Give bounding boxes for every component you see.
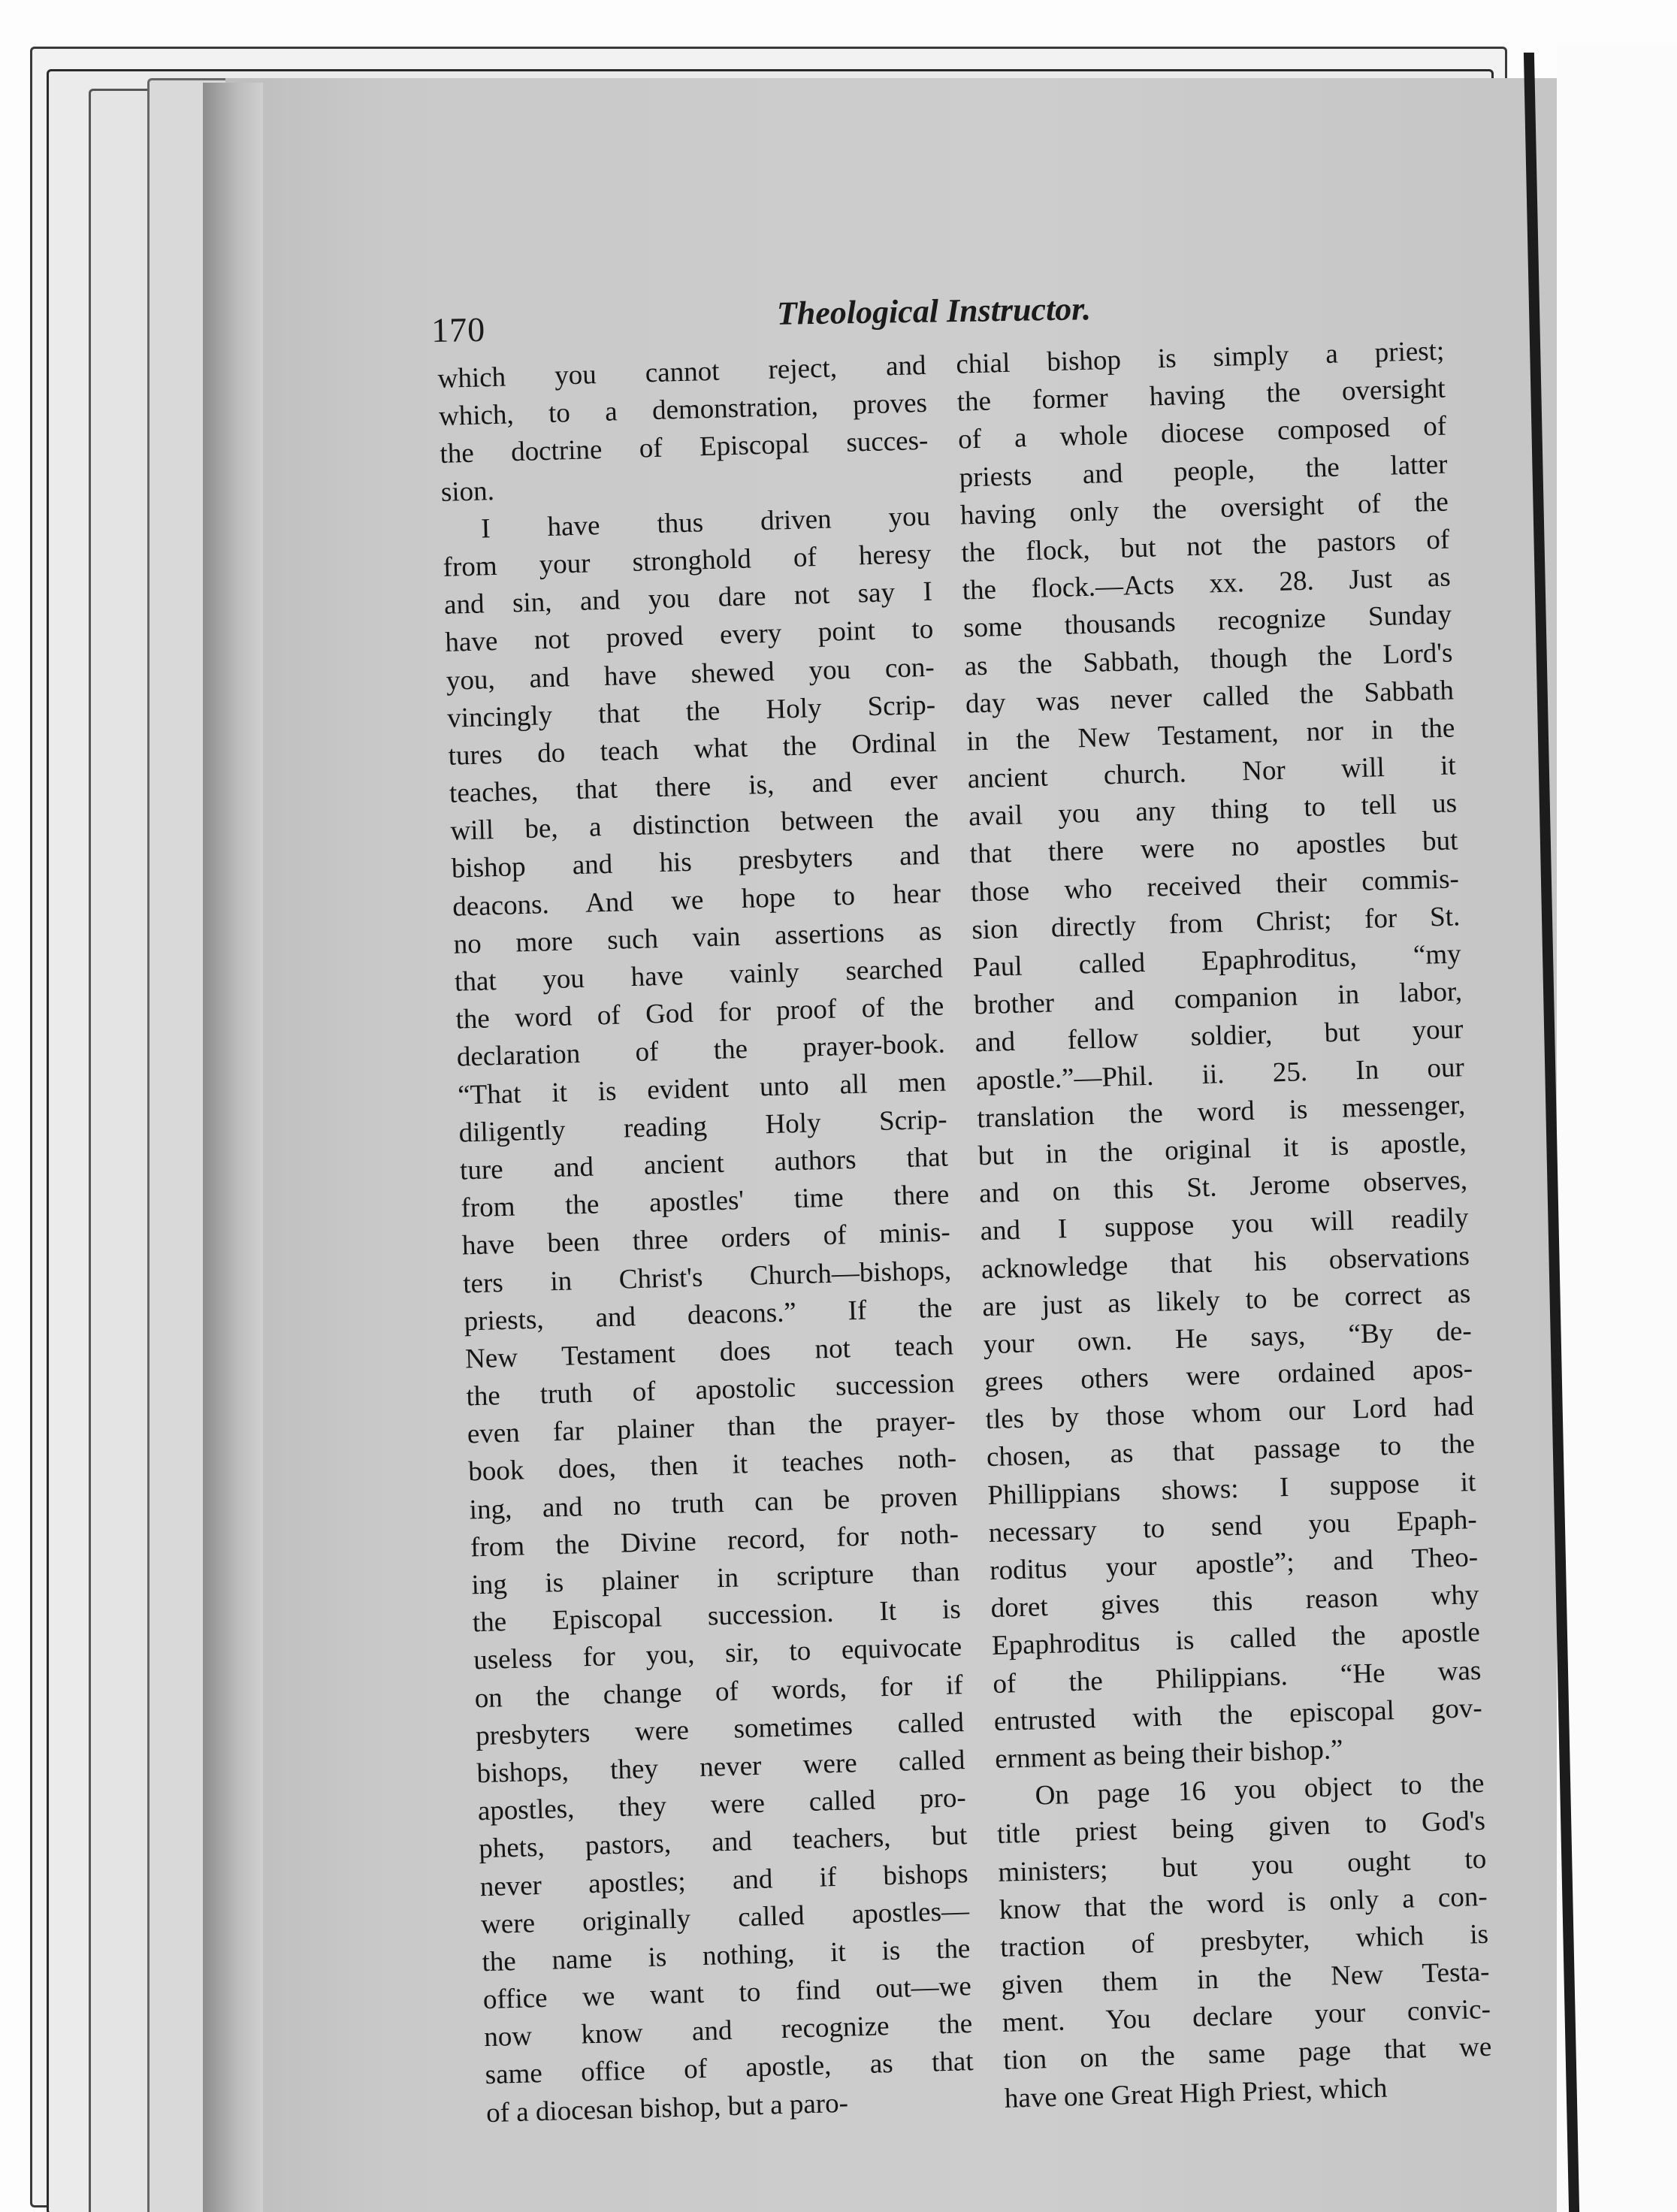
text-line: have not proved every point to — [444, 614, 934, 659]
text-line: those who received their commis- — [970, 863, 1460, 908]
running-title: Theological Instructor. — [776, 290, 1092, 332]
text-line: tion on the same page that we — [1002, 2032, 1492, 2077]
text-line: avail you any thing to tell us — [968, 787, 1458, 833]
text-line: which, to a demonstration, proves — [438, 388, 928, 433]
text-line: apostle.”—Phil. ii. 25. In our — [975, 1051, 1465, 1096]
text-line: of the Philippians. “He was — [992, 1654, 1482, 1700]
text-line: day was never called the Sabbath — [965, 675, 1455, 720]
text-line: the Episcopal succession. It is — [472, 1594, 962, 1639]
text-line: know that the word is only a con- — [999, 1881, 1488, 1926]
text-line: ture and ancient authors that — [459, 1141, 949, 1186]
text-line: bishops, they never were called — [476, 1745, 965, 1790]
text-line: and fellow soldier, but your — [974, 1014, 1464, 1059]
text-line: ing, and no truth can be proven — [469, 1480, 959, 1526]
text-line: ing is plainer in scripture than — [470, 1556, 960, 1601]
text-line: the former having the oversight — [956, 373, 1446, 418]
text-line: which you cannot reject, and — [437, 349, 927, 394]
text-line: the truth of apostolic succession — [465, 1367, 955, 1413]
text-line: Phillippians shows: I suppose it — [987, 1466, 1476, 1511]
text-line: the name is nothing, it is the — [481, 1932, 971, 1978]
text-line: teaches, that there is, and ever — [449, 764, 938, 809]
text-line: translation the word is messenger, — [976, 1089, 1466, 1135]
text-line: but in the original it is apostle, — [977, 1127, 1467, 1172]
spine-shadow — [203, 83, 263, 2212]
text-line: deacons. And we hope to hear — [452, 878, 941, 923]
text-line: that there were no apostles but — [969, 825, 1458, 870]
text-line: grees others were ordained apos- — [984, 1353, 1473, 1398]
text-line: useless for you, sir, to equivocate — [473, 1631, 962, 1676]
left-text-column — [437, 347, 975, 2132]
text-line: your own. He says, “By de- — [983, 1315, 1473, 1361]
text-line: the flock.—Acts xx. 28. Just as — [962, 561, 1452, 606]
text-line: have one Great High Priest, which — [1004, 2072, 1388, 2114]
text-line: office we want to find out—we — [482, 1971, 972, 2016]
text-line: of a whole diocese composed of — [957, 410, 1447, 456]
text-line: Paul called Epaphroditus, “my — [972, 938, 1462, 984]
text-line: phets, pastors, and teachers, but — [478, 1820, 968, 1865]
text-line: will be, a distinction between the — [449, 802, 939, 847]
text-line: from the apostles' time there — [460, 1179, 950, 1224]
text-line: given them in the New Testa- — [1001, 1956, 1490, 2001]
text-line: apostles, they were called pro- — [477, 1782, 967, 1827]
text-columns — [437, 331, 1537, 2129]
text-line: chial bishop is simply a priest; — [955, 335, 1445, 380]
text-line: roditus your apostle”; and Theo- — [989, 1541, 1479, 1587]
text-line: and I suppose you will readily — [980, 1202, 1469, 1247]
text-line: declaration of the prayer-book. — [456, 1028, 946, 1074]
text-line: even far plainer than the prayer- — [467, 1405, 956, 1450]
text-line: On page 16 you object to the — [1035, 1767, 1485, 1812]
text-line: sion directly from Christ; for St. — [971, 901, 1461, 946]
text-line: ment. You declare your convic- — [1002, 1993, 1491, 2039]
text-line: Epaphroditus is called the apostle — [991, 1617, 1481, 1662]
text-line: you, and have shewed you con- — [446, 651, 935, 697]
text-line: the doctrine of Episcopal succes- — [439, 425, 929, 470]
text-line: no more such vain assertions as — [453, 915, 943, 960]
text-line: book does, then it teaches noth- — [467, 1443, 957, 1488]
text-line: priests, and deacons.” If the — [464, 1292, 953, 1337]
text-line: diligently reading Holy Scrip- — [458, 1104, 948, 1149]
text-line: some thousands recognize Sunday — [962, 599, 1452, 644]
text-line: from the Divine record, for noth- — [470, 1518, 959, 1564]
text-line: necessary to send you Epaph- — [988, 1503, 1478, 1549]
text-line: as the Sabbath, though the Lord's — [964, 636, 1453, 682]
text-line: the word of God for proof of the — [455, 990, 944, 1035]
text-line: ters in Christ's Church—bishops, — [462, 1254, 952, 1300]
right-text-column — [956, 333, 1494, 2118]
text-line: entrusted with the episcopal gov- — [993, 1692, 1483, 1737]
text-line: priests and people, the latter — [959, 449, 1448, 494]
text-line: and sin, and you dare not say I — [443, 576, 933, 621]
text-line: I have thus driven you — [480, 500, 931, 545]
text-line: never apostles; and if bishops — [479, 1857, 969, 1902]
text-line: in the New Testament, nor in the — [965, 712, 1455, 757]
text-line: ministers; but you ought to — [997, 1843, 1487, 1888]
text-line: bishop and his presbyters and — [451, 840, 941, 885]
text-line: were originally called apostles— — [480, 1895, 970, 1940]
text-line: now know and recognize the — [483, 2008, 973, 2053]
text-line: have been three orders of minis- — [461, 1216, 951, 1262]
text-line: “That it is evident unto all men — [457, 1066, 947, 1111]
text-line: sion. — [440, 475, 495, 508]
text-line: ancient church. Nor will it — [967, 750, 1457, 795]
text-line: brother and companion in labor, — [973, 976, 1463, 1021]
text-line: that you have vainly searched — [454, 953, 944, 998]
text-line: tles by those whom our Lord had — [985, 1391, 1474, 1436]
text-line: and on this St. Jerome observes, — [978, 1165, 1468, 1210]
text-line: vincingly that the Holy Scrip- — [446, 689, 936, 734]
text-line: presbyters were sometimes called — [475, 1706, 965, 1752]
text-line: title priest being given to God's — [996, 1806, 1486, 1851]
page-number: 170 — [431, 310, 486, 349]
text-line: having only the oversight of the — [959, 486, 1449, 531]
text-line: of a diocesan bishop, but a paro- — [485, 2087, 849, 2129]
text-line: traction of presbyter, which is — [999, 1918, 1489, 1963]
text-line: tures do teach what the Ordinal — [448, 727, 938, 772]
text-line: on the change of words, for if — [474, 1669, 964, 1714]
text-line: ernment as being their bishop.” — [994, 1734, 1344, 1775]
right-margin — [1557, 45, 1677, 2212]
text-line: same office of apostle, as that — [485, 2046, 974, 2091]
text-line: are just as likely to be correct as — [981, 1277, 1471, 1322]
text-line: the flock, but not the pastors of — [960, 524, 1450, 569]
text-line: acknowledge that his observations — [981, 1240, 1470, 1285]
text-line: New Testament does not teach — [464, 1330, 954, 1375]
text-line: doret gives this reason why — [990, 1579, 1479, 1624]
text-line: chosen, as that passage to the — [986, 1428, 1476, 1473]
text-line: from your stronghold of heresy — [443, 538, 932, 583]
